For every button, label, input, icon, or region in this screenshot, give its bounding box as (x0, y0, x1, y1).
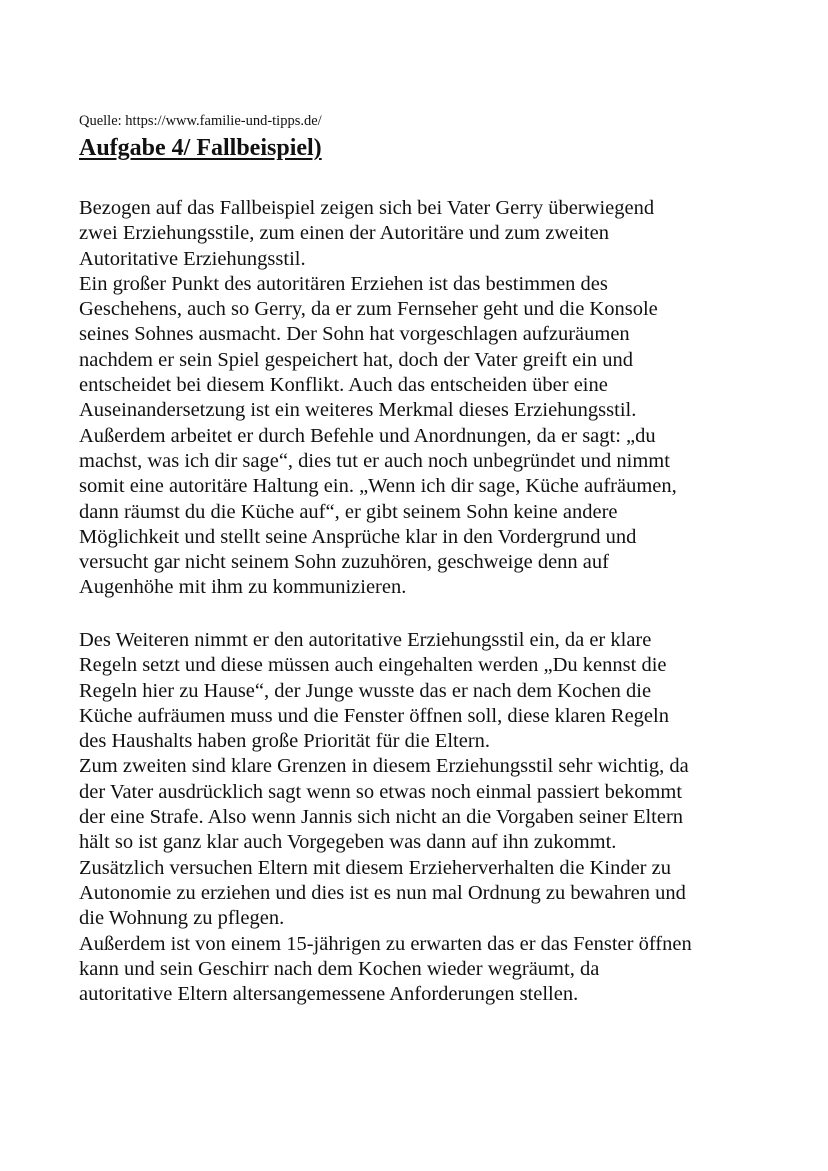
text-line: Ein großer Punkt des autoritären Erziehen ist das bestimmen des (79, 272, 608, 295)
text-line: seines Sohnes ausmacht. Der Sohn hat vorgeschlagen aufzuräumen (79, 323, 630, 346)
text-line: Autoritative Erziehungsstil. (79, 247, 306, 270)
text-line: Des Weiteren nimmt er den autoritative Erziehungsstil ein, da er klare (79, 629, 652, 651)
text-line: Küche aufräumen muss und die Fenster öffnen soll, diese klaren Regeln (79, 704, 669, 727)
text-line: Außerdem ist von einem 15-jährigen zu erwarten das er das Fenster öffnen (79, 932, 692, 955)
text-line: Autonomie zu erziehen und dies ist es nun mal Ordnung zu bewahren und (79, 881, 686, 904)
text-line: Geschehens, auch so Gerry, da er zum Fernseher geht und die Konsole (79, 298, 658, 321)
text-line: Zusätzlich versuchen Eltern mit diesem Erzieherverhalten die Kinder zu (79, 856, 671, 879)
text-line: kann und sein Geschirr nach dem Kochen wieder wegräumt, da (79, 957, 600, 980)
text-line: somit eine autoritäre Haltung ein. „Wenn ich dir sage, Küche aufräumen, (79, 475, 677, 498)
text-line: nachdem er sein Spiel gespeichert hat, doch der Vater greift ein und (79, 348, 634, 371)
text-line: autoritative Eltern altersangemessene Anforderungen stellen. (79, 983, 579, 1006)
page-title: Aufgabe 4/ Fallbeispiel) (79, 135, 322, 161)
text-line: Augenhöhe mit ihm zu kommunizieren. (79, 576, 407, 599)
text-line: Regeln hier zu Hause“, der Junge wusste das er nach dem Kochen die (79, 679, 652, 702)
text-line: Bezogen auf das Fallbeispiel zeigen sich bei Vater Gerry überwiegend (79, 197, 655, 219)
paragraph-2 (79, 628, 779, 1007)
text-line: zwei Erziehungsstile, zum einen der Autoritäre und zum zweiten (79, 222, 609, 245)
text-line: Außerdem arbeitet er durch Befehle und Anordnungen, da er sagt: „du (79, 424, 656, 447)
text-line: entscheidet bei diesem Konflikt. Auch das entscheiden über eine (79, 374, 608, 397)
text-line: machst, was ich dir sage“, dies tut er auch noch unbegründet und nimmt (79, 449, 670, 472)
text-line: hält so ist ganz klar auch Vorgegeben was dann auf ihn zukommt. (79, 831, 617, 854)
text-line: Zum zweiten sind klare Grenzen in diesem Erziehungsstil sehr wichtig, da (79, 755, 689, 778)
text-line: Möglichkeit und stellt seine Ansprüche klar in den Vordergrund und (79, 525, 637, 548)
text-line: versucht gar nicht seinem Sohn zuzuhören, geschweige denn auf (79, 551, 609, 574)
text-line: der Vater ausdrücklich sagt wenn so etwas noch einmal passiert bekommt (79, 780, 683, 803)
text-line: der eine Strafe. Also wenn Jannis sich nicht an die Vorgaben seiner Eltern (79, 806, 684, 829)
text-line: dann räumst du die Küche auf“, er gibt seinem Sohn keine andere (79, 500, 618, 523)
text-line: die Wohnung zu pflegen. (79, 907, 285, 930)
paragraph-1 (79, 196, 779, 601)
text-line: Auseinandersetzung ist ein weiteres Merkmal dieses Erziehungsstil. (79, 399, 637, 422)
text-line: des Haushalts haben große Priorität für die Eltern. (79, 730, 491, 753)
source-citation: Quelle: https://www.familie-und-tipps.de/ (79, 113, 322, 129)
text-line: Regeln setzt und diese müssen auch eingehalten werden „Du kennst die (79, 654, 667, 677)
